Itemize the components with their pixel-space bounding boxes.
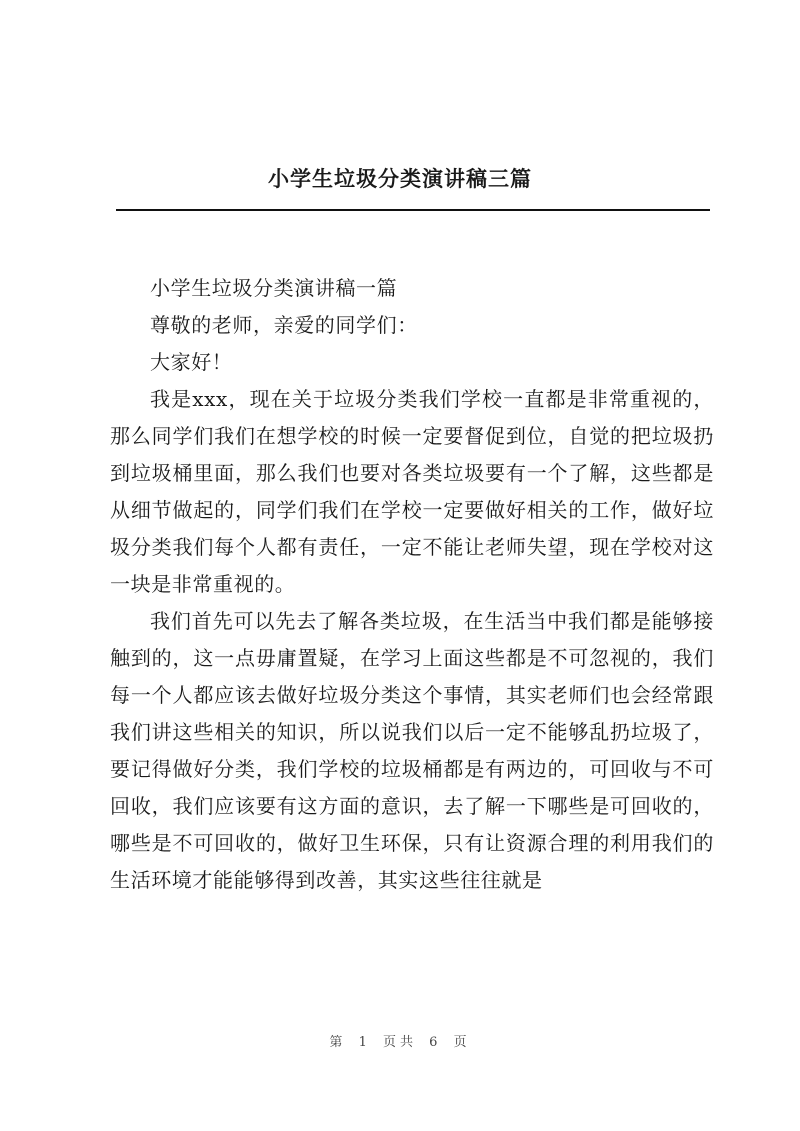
body-paragraph: 我是xxx，现在关于垃圾分类我们学校一直都是非常重视的，那么同学们我们在想学校的时候一定要督促到位，自觉的把垃圾扔到垃圾桶里面，那么我们也要对各类垃圾要有一个了解，这些都是从细节做起的，同学们我们在学校一定要做好相关的工作，做好垃圾分类我们每个人都有责任，一定不能让老师失望，现在学校对这一块是非常重视的。 — [110, 387, 714, 596]
footer-prefix: 第 — [329, 1035, 347, 1050]
salutation: 尊敬的老师，亲爱的同学们： — [150, 313, 418, 337]
footer-page-number: 1 — [358, 1035, 371, 1050]
footer-suffix: 页 — [453, 1035, 471, 1050]
title-divider — [116, 209, 710, 211]
page-footer — [0, 1031, 800, 1050]
footer-total-pages: 6 — [429, 1035, 442, 1050]
body-paragraph: 我们首先可以先去了解各类垃圾，在生活当中我们都是能够接触到的，这一点毋庸置疑，在学习上面这些都是不可忽视的，我们每一个人都应该去做好垃圾分类这个事情，其实老师们也会经常跟我们讲这些相关的知识，所以说我们以后一定不能够乱扔垃圾了，要记得做好分类，我们学校的垃圾桶都是有两边的，可回收与不可回收，我们应该要有这方面的意识，去了解一下哪些是可回收的，哪些是不可回收的，做好卫生环保，只有让资源合理的利用我们的生活环境才能能够得到改善，其实这些往往就是 — [110, 609, 714, 892]
footer-middle: 页共 — [382, 1035, 417, 1050]
greeting: 大家好！ — [150, 350, 233, 374]
document-body — [110, 270, 714, 899]
document-title: 小学生垃圾分类演讲稿三篇 — [268, 166, 532, 191]
section-heading: 小学生垃圾分类演讲稿一篇 — [150, 276, 398, 300]
